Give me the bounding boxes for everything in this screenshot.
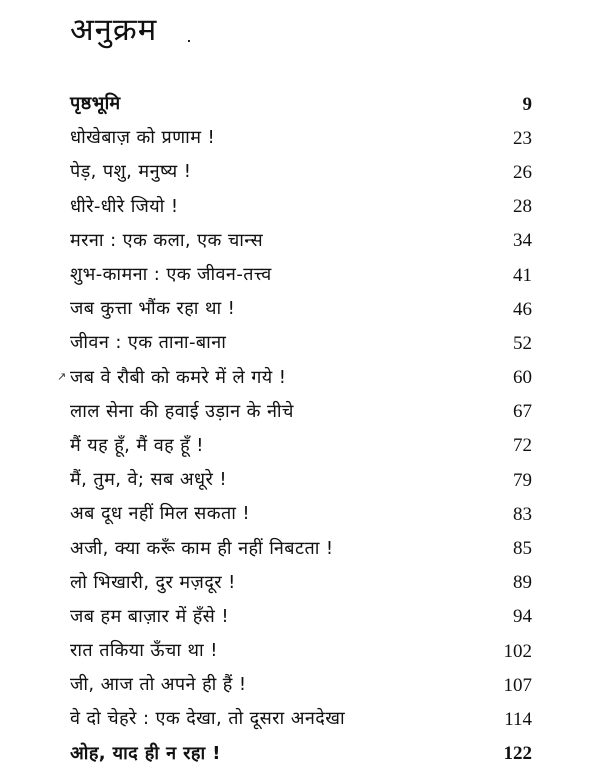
toc-entry-page-number: 9 [522,93,532,115]
toc-entry-page-number: 83 [513,503,532,525]
toc-entry [70,600,532,634]
toc-entry-page-number: 46 [513,298,532,320]
toc-entry [70,121,532,155]
toc-entry-page-number: 28 [513,196,532,218]
toc-entry [70,87,532,121]
toc-entry [70,668,532,702]
toc-entry [70,634,532,668]
toc-entry [70,395,532,429]
toc-entry-title: धोखेबाज़ को प्रणाम ! [70,127,216,149]
toc-entry-page-number: 52 [513,332,532,354]
toc-entry-title: रात तकिया ऊँचा था ! [70,640,218,662]
toc-entry-title: ओह, याद ही न रहा ! [70,742,221,764]
toc-entry-title: पेड़, पशु, मनुष्य ! [70,161,192,183]
toc-entry-page-number: 67 [513,401,532,423]
toc-entry [70,155,532,189]
toc-entry-page-number: 107 [503,674,532,696]
toc-entry-title: जीवन : एक ताना-बाना [70,332,227,354]
toc-entry [70,292,532,326]
toc-entry-title: मैं यह हूँ, मैं वह हूँ ! [70,434,204,456]
toc-entry-page-number: 85 [513,538,532,560]
toc-entry-title: जी, आज तो अपने ही हैं ! [70,674,247,696]
toc-entry [70,190,532,224]
toc-entry [70,258,532,292]
toc-entry-title: अजी, क्या करूँ काम ही नहीं निबटता ! [70,537,334,559]
table-of-contents [57,87,532,771]
toc-entry-page-number: 114 [504,708,532,730]
toc-entry-page-number: 79 [513,469,532,491]
toc-entry [70,326,532,360]
toc-entry [70,224,532,258]
toc-entry [70,497,532,531]
toc-entry-title: मैं, तुम, वे; सब अधूरे ! [70,469,227,491]
toc-entry-title: लो भिखारी, दुर मज़दूर ! [70,571,236,593]
toc-entry-page-number: 41 [513,264,532,286]
toc-entry-title: लाल सेना की हवाई उड़ान के नीचे [70,400,294,422]
toc-entry [57,361,532,395]
toc-entry-page-number: 72 [513,435,532,457]
toc-entry-title: पृष्ठभूमि [70,93,121,115]
heading-dot [188,40,190,42]
margin-mark-icon: ↗ [57,369,67,383]
toc-entry-page-number: 122 [503,743,532,765]
toc-entry-page-number: 102 [503,640,532,662]
toc-entry-title: शुभ-कामना : एक जीवन-तत्त्व [70,264,272,286]
toc-entry [70,429,532,463]
toc-entry-title: अब दूध नहीं मिल सकता ! [70,503,251,525]
toc-entry-title: जब कुत्ता भौंक रहा था ! [70,298,236,320]
toc-entry-title: जब वे रौबी को कमरे में ले गये ! [70,366,287,388]
toc-entry-page-number: 94 [513,606,532,628]
toc-entry [70,737,532,771]
toc-entry-title: मरना : एक कला, एक चान्स [70,229,264,251]
toc-entry-title: वे दो चेहरे : एक देखा, तो दूसरा अनदेखा [70,708,346,730]
toc-entry-title: जब हम बाज़ार में हँसे ! [70,605,229,627]
toc-entry-page-number: 89 [513,572,532,594]
page-title: अनुक्रम [70,12,158,48]
toc-entry [70,702,532,736]
toc-entry-page-number: 60 [513,367,532,389]
toc-entry [70,531,532,565]
toc-entry-title: धीरे-धीरे जियो ! [70,195,179,217]
toc-entry-page-number: 23 [513,127,532,149]
toc-entry-page-number: 34 [513,230,532,252]
toc-entry [70,566,532,600]
toc-entry [70,463,532,497]
toc-entry-page-number: 26 [513,161,532,183]
